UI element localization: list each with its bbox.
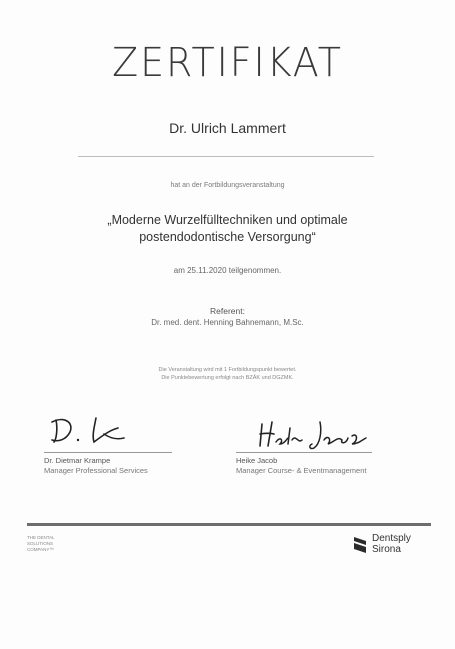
tagline-line2: SOLUTIONS — [27, 541, 54, 546]
tagline-line3: COMPANY™ — [27, 547, 54, 552]
brand-line1: Dentsply — [372, 533, 411, 544]
course-title-line2: postendodontische Versorgung“ — [139, 230, 316, 244]
brand-logo — [352, 533, 422, 557]
brand-wordmark — [372, 533, 411, 555]
signature-jacob — [254, 418, 374, 452]
intro-text: hat an der Fortbildungsveranstaltung — [170, 182, 285, 189]
points-note-line2: Die Punktebewertung erfolgt nach BZÄK und DGZMK. — [161, 375, 294, 381]
signatory-1-name: Dr. Dietmar Krampe — [44, 456, 111, 465]
signatory-1-role: Manager Professional Services — [44, 466, 148, 475]
brand-line2: Sirona — [372, 544, 401, 555]
signatory-2-name: Heike Jacob — [236, 456, 278, 465]
course-title — [0, 212, 455, 246]
course-title-line1: „Moderne Wurzelfülltechniken und optimale — [107, 213, 348, 227]
name-divider — [78, 156, 374, 157]
brand-mark-icon — [352, 535, 368, 555]
certificate-title: ZERTIFIKAT — [112, 40, 343, 86]
tagline-line1: THE DENTAL — [27, 535, 55, 540]
referent-label: Referent: — [210, 306, 245, 316]
company-tagline — [27, 535, 87, 553]
participation-date: am 25.11.2020 teilgenommen. — [173, 266, 282, 275]
signature-line-2 — [236, 452, 372, 453]
footer-rule — [27, 523, 431, 526]
signature-krampe — [44, 410, 134, 448]
recipient-name: Dr. Ulrich Lammert — [169, 120, 286, 136]
points-note-line1: Die Veranstaltung wird mit 1 Fortbildungspunkt bewertet. — [158, 367, 297, 373]
points-note — [0, 366, 455, 382]
referent-name: Dr. med. dent. Henning Bahnemann, M.Sc. — [151, 318, 304, 327]
signatory-2-role: Manager Course- & Eventmanagement — [236, 466, 367, 475]
signature-line-1 — [44, 452, 172, 453]
